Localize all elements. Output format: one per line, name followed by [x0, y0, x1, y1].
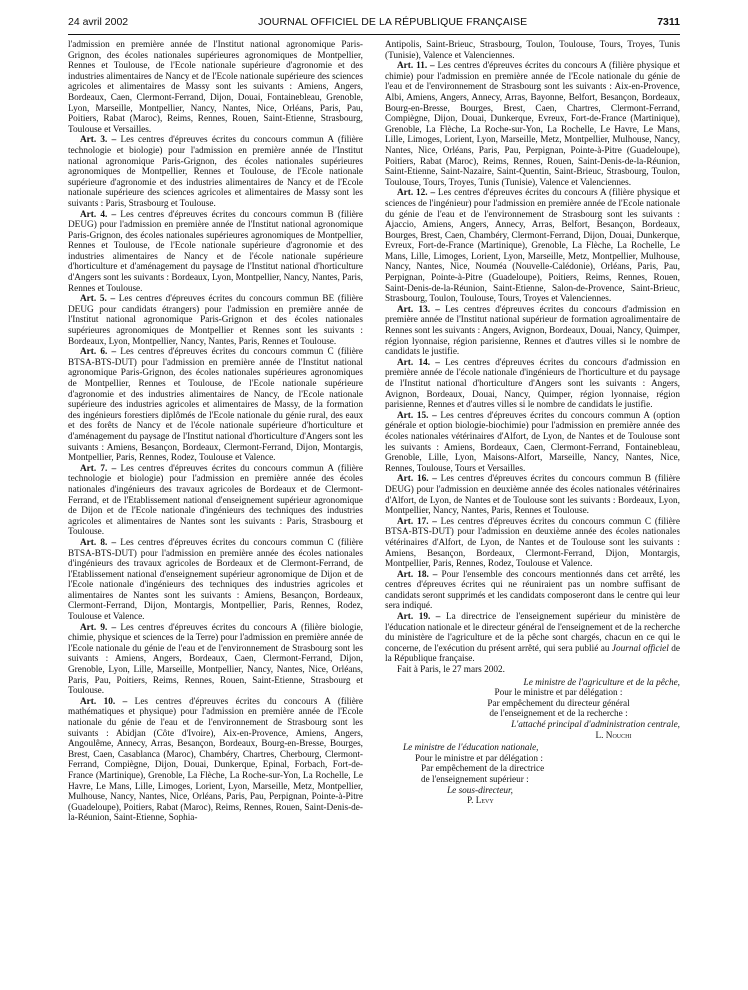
- two-column-body: [68, 40, 680, 824]
- right-column: [385, 40, 680, 824]
- left-intro-paragraph: l'admission en première année de l'Institut national agronomique Paris-Grignon, des écoles nationales supérieures agronomiques de Montpellier, Rennes et Toulouse, de l'Ecole nationale supérieure d'agronomie et des industries alimentaires de Nancy et de l'Ecole nationale supérieure des sciences agricoles et alimentaires de Massy sont les suivants : Amiens, Angers, Bordeaux, Caen, Clermont-Ferrand, Dijon, Douai, Fontainebleau, Grenoble, Lyon, Marseille, Montpellier, Nancy, Nantes, Nice, Orléans, Paris, Pau, Poitiers, Rabat (Maroc), Reims, Rennes, Rouen, Saint-Etienne, Strasbourg, Toulouse et Versailles.: [68, 40, 363, 135]
- article-label: Art. 18. –: [397, 569, 438, 580]
- article-text: Les centres d'épreuves écrites du concours A (filière physique et sciences de l'ingénieur) pour l'admission en première année de l'Ecole nationale du génie de l'eau et de l'environnement de Strasbourg sont les suivants : Ajaccio, Amiens, Angers, Annecy, Arras, Belfort, Besançon, Bordeaux, Bourges, Brest, Caen, Chambéry, Clermont-Ferrand, Dijon, Douai, Dunkerque, Evreux, Fort-de-France (Martinique), Grenoble, La Flèche, La Rochelle, Le Mans, Lille, Limoges, Lorient, Lyon, Marseille, Metz, Montpellier, Mulhouse, Nancy, Nantes, Nice, Nouméa (Nouvelle-Calédonie), Orléans, Paris, Pau, Perpignan, Pointe-à-Pitre (Guadeloupe), Poitiers, Reims, Rennes, Rouen, Saint-Denis-de-la-Réunion, Saint-Etienne, Salon-de-Provence, Saint-Brieuc, Strasbourg, Toulon, Toulouse, Tours, Troyes et Valenciennes.: [385, 188, 680, 305]
- article-text-end: de la République française.: [385, 643, 681, 665]
- article-7: [68, 464, 363, 538]
- signature-agri-name: L. Nouchi: [595, 730, 632, 741]
- left-column: [68, 40, 363, 824]
- article-label: Art. 5. –: [80, 294, 116, 305]
- header-rule: [68, 34, 680, 35]
- article-10: [68, 697, 363, 824]
- article-text: Les centres d'épreuves écrites du concours commun A (filière technologie et biologie) pour l'admission en première année des écoles nationales d'ingénieurs des travaux agricoles de Bordeaux et de Clermont-Ferrand, et de l'Etablissement national d'enseignement supérieur agronomique de Dijon et de l'Ecole nationale d'ingénieurs des techniques des industries agricoles et alimentaires de Nantes sont les suivants : Paris, Strasbourg et Toulouse.: [68, 463, 363, 538]
- article-label: Art. 14. –: [397, 357, 440, 368]
- signature-agri-line3: de l'enseignement et de la recherche :: [489, 709, 628, 720]
- article-label: Art. 19. –: [397, 612, 441, 623]
- article-label: Art. 11. –: [397, 61, 435, 72]
- signature-edu-name: P. Levy: [467, 796, 494, 807]
- article-9: [68, 623, 363, 697]
- article-label: Art. 9. –: [80, 622, 117, 633]
- article-4: [68, 210, 363, 295]
- article-text: Les centres d'épreuves écrites du concours A (filière biologie, chimie, physique et sciences de la Terre) pour l'admission en première année de l'Ecole nationale du génie de l'eau et de l'environnement de Strasbourg sont les suivants : Amiens, Angers, Bordeaux, Caen, Clermont-Ferrand, Dijon, Grenoble, Lyon, Lille, Marseille, Montpellier, Nancy, Nantes, Nice, Orléans, Paris, Pau, Poitiers, Reims, Rennes, Rouen, Saint-Etienne, Strasbourg et Toulouse.: [68, 622, 363, 697]
- article-17: [385, 517, 680, 570]
- article-label: Art. 13. –: [397, 304, 440, 315]
- article-16: [385, 474, 680, 516]
- article-18: [385, 570, 680, 612]
- article-11: [385, 61, 680, 188]
- signature-edu-line1: Pour le ministre et par délégation :: [415, 753, 543, 764]
- article-text: Les centres d'épreuves écrites du concours commun BE (filière DEUG pour candidats étrangers) pour l'admission en première année de l'Institut national agronomique Paris-Grignon et des écoles nationales supérieures agronomiques de Montpellier et Rennes sont les suivants : Bordeaux, Lyon, Montpellier, Nancy, Nantes, Paris, Rennes et Toulouse.: [68, 294, 363, 347]
- article-text: Les centres d'épreuves écrites du concours commun C (filière BTSA-BTS-DUT) pour l'admission en deuxième année des écoles nationales vétérinaires d'Alfort, de Lyon, de Nantes et de Toulouse sont les suivants : Amiens, Besançon, Bordeaux, Clermont-Ferrand, Dijon, Montargis, Montpellier, Paris, Rennes, Rodez, Toulouse et Valence.: [385, 516, 680, 570]
- article-label: Art. 16. –: [397, 474, 437, 485]
- signature-agri-line1: Pour le ministre et par délégation :: [494, 688, 623, 699]
- article-text: Les centres d'épreuves écrites du concours commun A (option générale et option biologie-biochimie) pour l'admission en première année des écoles nationales vétérinaires d'Alfort, de Lyon, de Nantes et de Toulouse sont les suivants : Amiens, Bordeaux, Caen, Clermont-Ferrand, Fontainebleau, Grenoble, Lille, Lyon, Maisons-Alfort, Marseille, Nancy, Nantes, Nice, Rennes, Toulouse, Tours et Versailles.: [385, 410, 680, 474]
- article-8: [68, 538, 363, 623]
- article-12: [385, 188, 680, 305]
- article-text: Les centres d'épreuves écrites du concours commun A (filière technologie et biologie) pour l'admission en première année de l'Institut national agronomique Paris-Grignon, des écoles nationales supérieures agronomiques de Montpellier, Rennes et Toulouse, de l'Ecole nationale supérieure d'agronomie et des industries alimentaires de Nancy et de l'Ecole nationale supérieure des sciences agricoles et alimentaires de Massy sont les suivants : Paris, Strasbourg et Toulouse.: [68, 135, 363, 209]
- journal-title: JOURNAL OFFICIEL DE LA RÉPUBLIQUE FRANÇAISE: [258, 16, 528, 28]
- page-header: [68, 16, 680, 34]
- signature-edu-minister: Le ministre de l'éducation nationale,: [403, 743, 539, 754]
- signature-agri-line2: Par empêchement du directeur général: [487, 698, 630, 709]
- article-label: Art. 12. –: [397, 188, 436, 199]
- article-text: Les centres d'épreuves écrites du concours commun B (filière DEUG) pour l'admission en première année de l'Institut national agronomique Paris-Grignon, des écoles nationales supérieures agronomiques de Montpellier, Rennes et Toulouse, de l'Ecole nationale supérieure d'agronomie et des industries alimentaires de Nancy et de l'école nationale supérieure d'horticulture et d'aménagement du paysage de l'Institut national d'horticulture d'Angers sont les suivants : Bordeaux, Lyon, Montpellier, Nancy, Nantes, Paris, Rennes et Toulouse.: [68, 209, 363, 294]
- article-14: [385, 358, 680, 411]
- article-text: Les centres d'épreuves écrites du concours d'admission en première année de l'Institut national supérieur de formation agroalimentaire de Rennes sont les suivants : Angers, Avignon, Bordeaux, Douai, Nancy, Quimper, région lyonnaise, région parisienne, Rennes et d'autres villes si le nombre de candidats le justifie.: [385, 304, 680, 358]
- article-label: Art. 8. –: [80, 537, 117, 548]
- article-label: Art. 15. –: [397, 410, 437, 421]
- article-text: Les centres d'épreuves écrites du concours commun C (filière BTSA-BTS-DUT) pour l'admission en première année de l'Institut national agronomique Paris-Grignon, des écoles nationales supérieures agronomiques de Montpellier, Rennes et Toulouse, de l'Ecole nationale supérieure d'agronomie et des industries alimentaires de Nancy, de l'Ecole nationale supérieure des industries agricoles et alimentaires de Massy, de la formation des ingénieurs forestiers diplômés de l'Ecole nationale du génie rural, des eaux et des forêts de Nancy et de l'école nationale supérieure d'horticulture et d'aménagement du paysage de l'Institut national d'horticulture d'Angers sont les suivants : Amiens, Besançon, Bordeaux, Clermont-Ferrand, Dijon, Montargis, Montpellier, Paris, Rennes, Rodez, Toulouse et Valence.: [68, 347, 363, 464]
- article-text: Les centres d'épreuves écrites du concours commun B (filière DEUG) pour l'admission en deuxième année des écoles nationales vétérinaires d'Alfort, de Lyon, de Nantes et de Toulouse sont les suivants : Bordeaux, Lyon, Montpellier, Nancy, Nantes, Paris, Rennes et Toulouse.: [385, 474, 680, 517]
- header-date: 24 avril 2002: [68, 16, 129, 28]
- article-label: Art. 4. –: [80, 209, 117, 220]
- article-5: [68, 294, 363, 347]
- signature-agri-role: L'attaché principal d'administration centrale,: [511, 720, 680, 730]
- article-3: [68, 135, 363, 209]
- journal-officiel-ref: Journal officiel: [611, 643, 669, 654]
- article-label: Art. 10. –: [80, 696, 128, 707]
- article-text: La directrice de l'enseignement supérieur du ministère de l'éducation nationale et le directeur général de l'enseignement et de la recherche du ministère de l'agriculture et de la pêche sont chargés, chacun en ce qui le concerne, de l'exécution du présent arrêté, qui sera publié au: [385, 612, 680, 654]
- article-text: Les centres d'épreuves écrites du concours commun C (filière BTSA-BTS-DUT) pour l'admission en première année des écoles nationales d'ingénieurs des travaux agricoles de Bordeaux et de Clermont-Ferrand, de l'Etablissement national d'enseignement supérieur agronomique de Dijon et de l'Ecole nationale d'ingénieurs des techniques des industries agricoles et alimentaires de Nantes sont les suivants : Amiens, Besançon, Bordeaux, Clermont-Ferrand, Dijon, Montargis, Montpellier, Paris, Rennes, Rodez, Toulouse et Valence.: [68, 537, 363, 623]
- signature-agri-minister: Le ministre de l'agriculture et de la pêche,: [523, 677, 680, 688]
- page-number: 7311: [657, 16, 680, 28]
- article-15: [385, 411, 680, 475]
- article-19: [385, 612, 680, 665]
- article-label: Art. 7. –: [80, 463, 117, 474]
- article-text: Pour l'ensemble des concours mentionnés dans cet arrêté, les centres d'épreuves écrites qui ne réuniraient pas un nombre suffisant de candidats seront supprimés et les candidats composeront dans le centre qui leur sera indiqué.: [385, 569, 680, 612]
- article-label: Art. 6. –: [80, 347, 117, 358]
- article-text: Les centres d'épreuves écrites du concours d'admission en première année de l'école nationale d'ingénieurs de l'horticulture et du paysage de l'Institut national d'horticulture d'Angers sont les suivants : Angers, Avignon, Bordeaux, Douai, Nancy, Quimper, région lyonnaise, région parisienne, Rennes et d'autres villes si le nombre de candidats le justifie.: [385, 357, 680, 411]
- article-text: Les centres d'épreuves écrites du concours A (filière mathématiques et physique) pour l'admission en première année de l'Ecole nationale du génie de l'eau et de l'environnement de Strasbourg sont les suivants : Abidjan (Côte d'Ivoire), Aix-en-Provence, Amiens, Angers, Angoulême, Annecy, Arras, Besançon, Bordeaux, Bourg-en-Bresse, Bourges, Brest, Caen, Casablanca (Maroc), Chambéry, Chartres, Cherbourg, Clermont-Ferrand, Compiègne, Dijon, Douai, Dunkerque, Epinal, Forbach, Fort-de-France (Martinique), Grenoble, La Flèche, La Roche-sur-Yon, La Rochelle, Le Havre, Le Mans, Lille, Limoges, Lorient, Lyon, Marseille, Metz, Montpellier, Mulhouse, Nancy, Nantes, Nice, Orléans, Paris, Pau, Perpignan, Pointe-à-Pitre (Guadeloupe), Poitiers, Rabat (Maroc), Reims, Rennes, Rouen, Saint-Denis-de-la-Réunion, Saint-Etienne, Sophia-: [68, 696, 363, 824]
- article-text: Les centres d'épreuves écrites du concours A (filière physique et chimie) pour l'admission en première année de l'Ecole nationale du génie de l'eau et de l'environnement de Strasbourg sont les suivants : Aix-en-Provence, Albi, Amiens, Angers, Annecy, Arras, Bayonne, Belfort, Besançon, Bordeaux, Bourg-en-Bresse, Bourges, Brest, Caen, Chartres, Clermont-Ferrand, Compiègne, Dijon, Douai, Dunkerque, Evreux, Fort-de-France (Martinique), Grenoble, La Flèche, La Roche-sur-Yon, La Rochelle, Le Havre, Le Mans, Lille, Limoges, Lorient, Lyon, Marseille, Metz, Montpellier, Mulhouse, Nancy, Nantes, Nice, Orléans, Paris, Pau, Perpignan, Pointe-à-Pitre (Guadeloupe), Poitiers, Rabat (Maroc), Reims, Rennes, Rouen, Saint-Denis-de-la-Réunion, Saint-Etienne, Saint-Nazaire, Saint-Quentin, Saint-Brieuc, Strasbourg, Toulon, Toulouse, Tours, Troyes, Tunis (Tunisie), Valence et Valenciennes.: [385, 61, 681, 188]
- signature-edu-line3: de l'enseignement supérieur :: [421, 774, 529, 785]
- signature-edu-line2: Par empêchement de la directrice: [421, 764, 545, 775]
- done-at-line: Fait à Paris, le 27 mars 2002.: [397, 665, 505, 676]
- article-6: [68, 347, 363, 464]
- article-label: Art. 3. –: [80, 135, 117, 146]
- signature-edu-role: Le sous-directeur,: [447, 785, 513, 796]
- right-intro-paragraph: Antipolis, Saint-Brieuc, Strasbourg, Toulon, Toulouse, Tours, Troyes, Tunis (Tunisie), Valence et Valenciennes.: [385, 40, 680, 61]
- article-13: [385, 305, 680, 358]
- article-label: Art. 17. –: [397, 516, 437, 527]
